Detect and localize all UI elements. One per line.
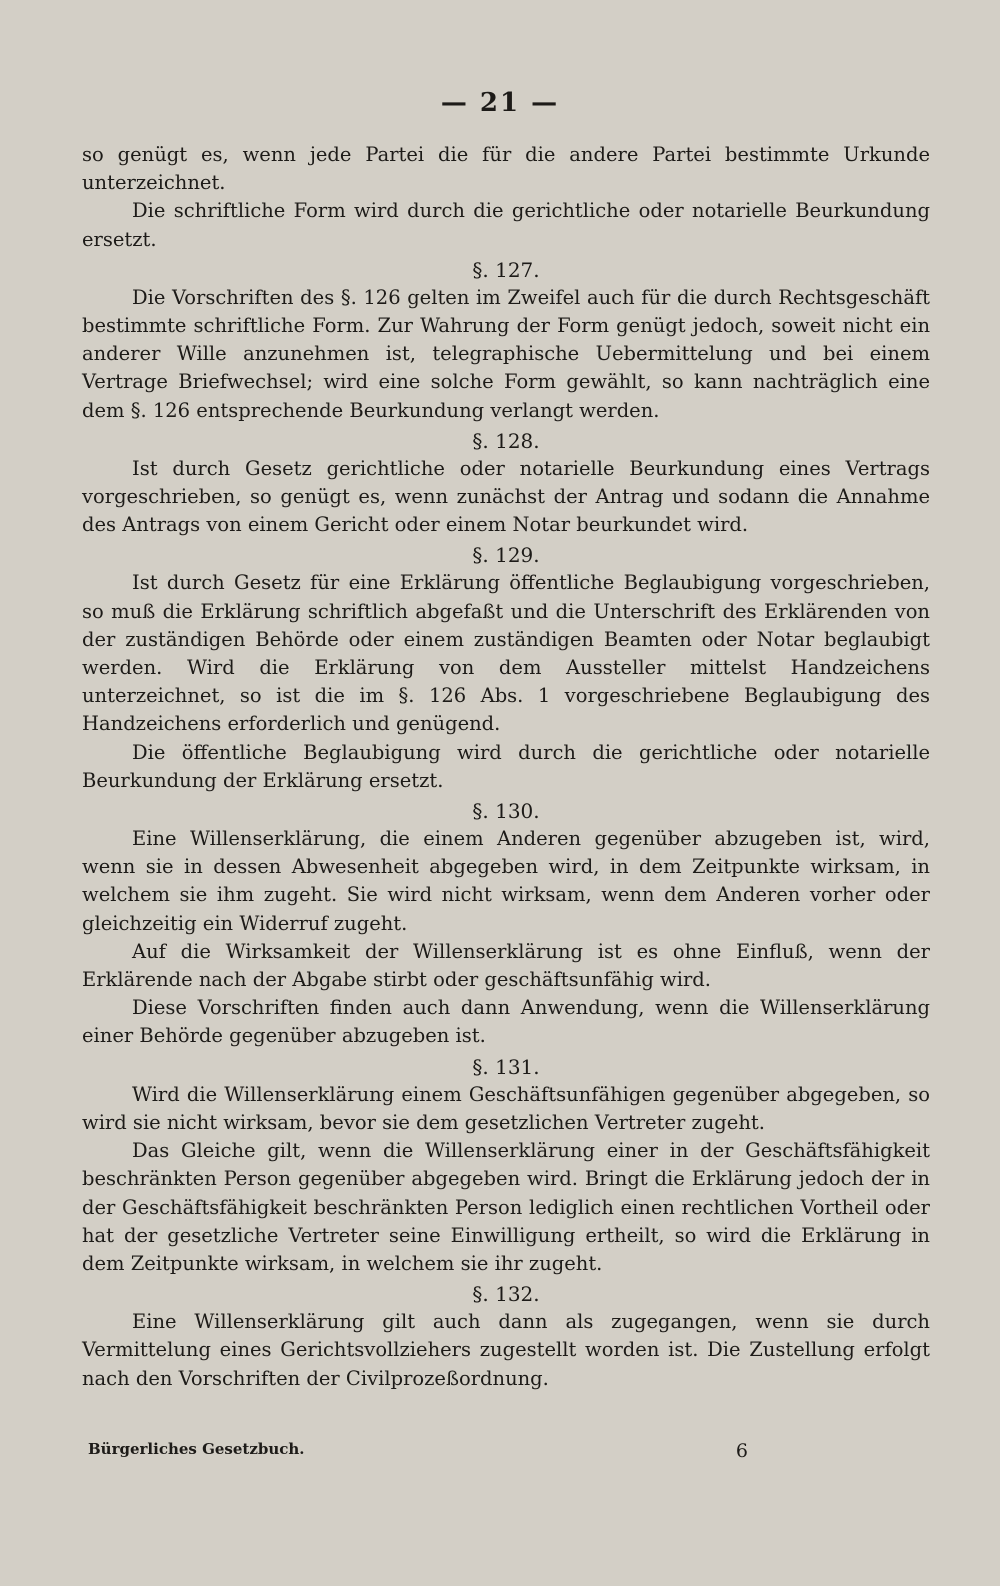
signature-mark: Bürgerliches Gesetzbuch. [88,1440,305,1458]
paragraph: Ist durch Gesetz für eine Erklärung öffentliche Beglaubigung vorgeschrieben, so muß die Erklärung schriftlich abgefaßt und die Unterschrift des Erklärenden von der zuständigen Behörde oder einem zuständigen Beamten oder Notar beglaubigt werden. Wird die Erklärung von dem Aussteller mittelst Handzeichens unterzeichnet, so ist die im §. 126 Abs. 1 vorgeschriebene Beglaubigung des Handzeichens erforderlich und genügend. [82,571,930,736]
paragraph: Die Vorschriften des §. 126 gelten im Zweifel auch für die durch Rechtsgeschäft bestimmte schriftliche Form. Zur Wahrung der Form genügt jedoch, soweit nicht ein anderer Wille anzunehmen ist, telegraphische Uebermittelung und bei einem Vertrage Briefwechsel; wird eine solche Form gewählt, so kann nachträglich eine dem §. 126 entsprechende Beurkundung verlangt werden. [82,285,930,422]
paragraph: Ist durch Gesetz gerichtliche oder notarielle Beurkundung eines Vertrags vorgeschrieben, so genügt es, wenn zunächst der Antrag und sodann die Annahme des Antrags von einem Gericht oder einem Notar beurkundet wird. [82,456,930,537]
section-heading: §. 127. [472,257,540,282]
section-heading: §. 130. [472,799,540,824]
paragraph: Die öffentliche Beglaubigung wird durch die gerichtliche oder notarielle Beurkundung der Erklärung ersetzt. [82,740,930,792]
section-heading: §. 128. [472,428,540,453]
paragraph: Das Gleiche gilt, wenn die Willenserklärung einer in der Geschäftsfähigkeit beschränkten Person gegenüber abgegeben wird. Bringt die Erklärung jedoch der in der Geschäftsfähigkeit beschränkten Person lediglich einen rechtlichen Vortheil oder hat der gesetzliche Vertreter seine Einwilligung ertheilt, so wird die Erklärung in dem Zeitpunkte wirksam, in welchem sie ihr zugeht. [82,1139,930,1275]
paragraph: Wird die Willenserklärung einem Geschäftsunfähigen gegenüber abgegeben, so wird sie nicht wirksam, bevor sie dem gesetzlichen Vertreter zugeht. [82,1082,930,1134]
section-heading: §. 132. [472,1282,540,1307]
sheet-number: 6 [735,1440,748,1462]
page-footer [88,1440,748,1462]
paragraph: Auf die Wirksamkeit der Willenserklärung ist es ohne Einfluß, wenn der Erklärende nach der Abgabe stirbt oder geschäftsunfähig wird. [82,939,930,992]
document-body [82,141,930,1393]
page-number: — 21 — [440,88,560,118]
paragraph: Diese Vorschriften finden auch dann Anwendung, wenn die Willenserklärung einer Behörde gegenüber abzugeben ist. [82,996,930,1048]
section-heading: §. 131. [472,1054,540,1079]
paragraph: Eine Willenserklärung, die einem Anderen gegenüber abzugeben ist, wird, wenn sie in dessen Abwesenheit abgegeben wird, in dem Zeitpunkte wirksam, in welchem sie ihm zugeht. Sie wird nicht wirksam, wenn dem Anderen vorher oder gleichzeitig ein Widerruf zugeht. [82,827,930,935]
paragraph: Eine Willenserklärung gilt auch dann als zugegangen, wenn sie durch Vermittelung eines Gerichtsvollziehers zugestellt worden ist. Die Zustellung erfolgt nach den Vorschriften der Civilprozeßordnung. [82,1310,930,1390]
section-heading: §. 129. [472,543,540,568]
paragraph: Die schriftliche Form wird durch die gerichtliche oder notarielle Beurkundung ersetzt. [82,199,930,251]
paragraph: so genügt es, wenn jede Partei die für die andere Partei bestimmte Urkunde unterzeichnet. [82,143,930,195]
